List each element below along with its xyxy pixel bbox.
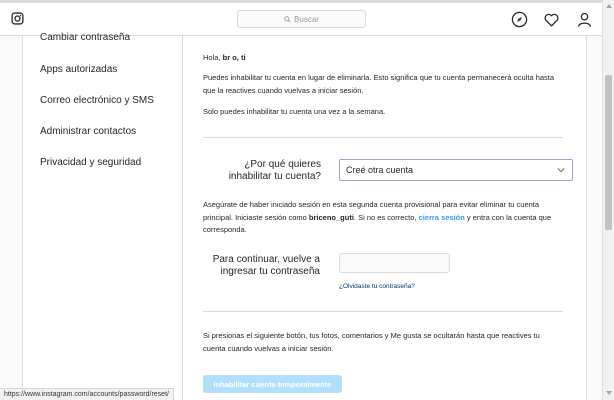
browser-status-url: https://www.instagram.com/accounts/password/reset/ (0, 388, 174, 400)
notice-mid: . Si no es correcto, (353, 212, 417, 222)
notice-before-user: Asegúrate de haber iniciado sesión en esta segunda cuenta provisional para evitar eliminar tu cuenta principal. Iniciaste sesión como (203, 200, 540, 222)
reason-selected-value: Creé otra cuenta (346, 165, 414, 175)
greeting (203, 52, 563, 65)
sidebar-item-authorized-apps[interactable]: Apps autorizadas (40, 64, 118, 75)
user-icon[interactable] (576, 11, 593, 28)
compass-icon[interactable] (511, 11, 528, 28)
scrollbar-thumb[interactable] (605, 75, 612, 230)
chevron-down-icon (557, 166, 565, 174)
notice-username: briceno_guti (308, 212, 354, 222)
scroll-up-arrow-icon[interactable] (606, 4, 612, 8)
sidebar-item-manage-contacts[interactable]: Administrar contactos (40, 126, 137, 137)
instagram-logo-icon[interactable] (11, 12, 24, 25)
reason-label: ¿Por qué quieres inhabilitar tu cuenta? (228, 159, 321, 182)
greeting-username: br o, ti (222, 53, 246, 62)
search-input[interactable] (237, 10, 366, 28)
greeting-prefix: Hola, (203, 53, 221, 62)
password-field[interactable] (339, 253, 450, 273)
logout-link[interactable]: cierra sesión (418, 212, 465, 222)
notice-after: y entra con la cuenta que corresponda. (203, 212, 552, 234)
second-account-notice (203, 199, 563, 237)
page-scrollbar[interactable] (602, 0, 614, 400)
disable-account-button[interactable]: Inhabilitar cuenta temporalmente (203, 375, 342, 393)
settings-sidebar (22, 32, 183, 400)
sidebar-item-change-password[interactable]: Cambiar contraseña (40, 32, 131, 43)
heart-icon[interactable] (543, 11, 560, 28)
reason-select[interactable] (339, 159, 573, 181)
divider (203, 137, 563, 138)
forgot-password-link[interactable]: ¿Olvidaste tu contraseña? (339, 283, 415, 290)
final-notice: Si presionas el siguiente botón, tus fotos, comentarios y Me gusta se ocultarán hasta que reactives tu cuenta cuando vuelvas a iniciar sesión. (203, 331, 540, 353)
search-icon (284, 16, 291, 23)
sidebar-item-email-sms[interactable]: Correo electrónico y SMS (40, 95, 154, 106)
sidebar-item-privacy-security[interactable]: Privacidad y seguridad (40, 157, 142, 168)
intro-text: Puedes inhabilitar tu cuenta en lugar de eliminarla. Esto significa que tu cuenta permanecerá oculta hasta que la reactives cuando vuelvas a iniciar sesión. (203, 73, 555, 95)
search-placeholder: Buscar (294, 14, 319, 24)
scroll-down-arrow-icon[interactable] (606, 391, 612, 395)
divider (203, 311, 563, 312)
weekly-limit-text: Solo puedes inhabilitar tu cuenta una vez a la semana. (203, 107, 386, 116)
password-label: Para continuar, vuelve a ingresar tu contraseña (212, 254, 320, 277)
